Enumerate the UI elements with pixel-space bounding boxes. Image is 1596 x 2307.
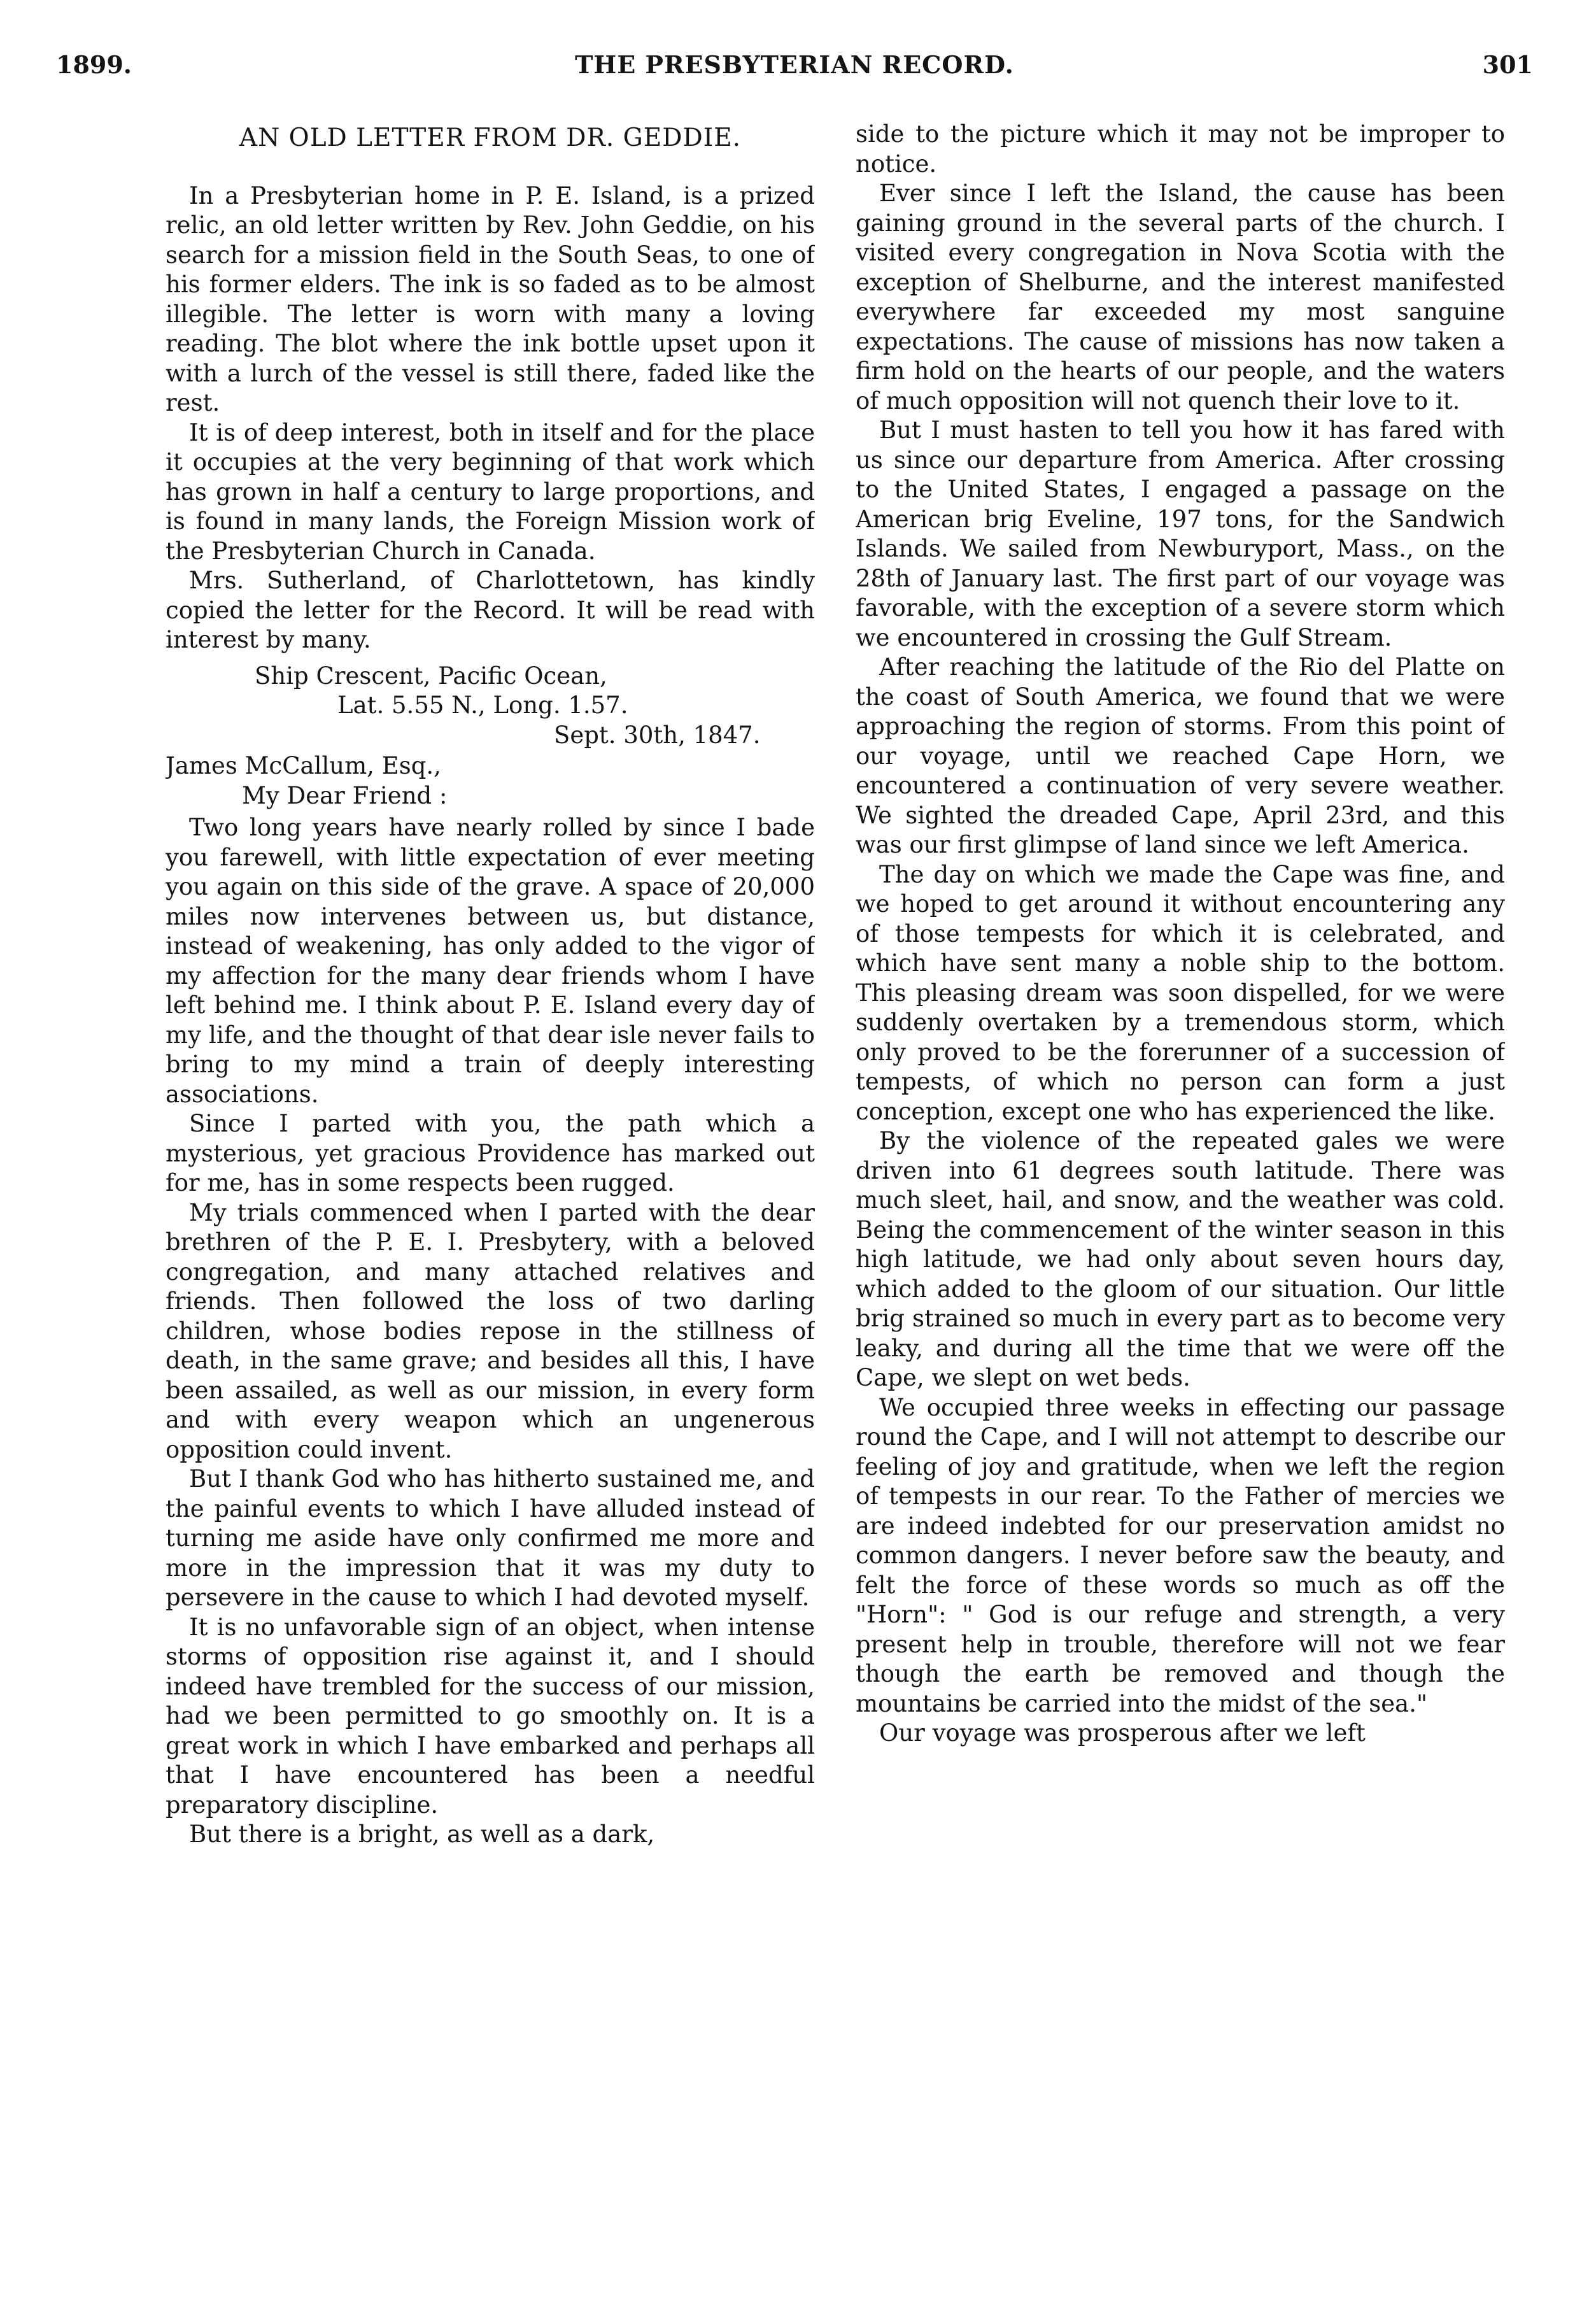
dateline-ship: Ship Crescent, Pacific Ocean, bbox=[255, 662, 607, 690]
dateline-date: Sept. 30th, 1847. bbox=[554, 721, 761, 749]
intro-paragraph: Mrs. Sutherland, of Charlottetown, has kindly copied the letter for the Record. It will be read with interest by many. bbox=[166, 567, 815, 653]
letter-paragraph: Two long years have nearly rolled by since I bade you farewell, with little expectation of ever meeting you again on this side of the grave. A space of 20,000 miles now intervenes between us, but distance, instead of weakening, has only added to the vigor of my affection for the many dear friends whom I have left behind me. I think about P. E. Island every day of my life, and the thought of that dear isle never fails to bring to my mind a train of deeply interesting associations. bbox=[166, 814, 815, 1108]
letter-salutation: My Dear Friend : bbox=[242, 781, 448, 809]
letter-paragraph: But there is a bright, as well as a dark, bbox=[189, 1821, 655, 1848]
letter-dateline bbox=[166, 662, 815, 751]
letter-paragraph: By the violence of the repeated gales we were driven into 61 degrees south latitude. There was much sleet, hail, and snow, and the weather was cold. Being the commencement of the winter season in this high latitude, we had only about seven hours day, which added to the gloom of our situation. Our little brig strained so much in every part as to become very leaky, and during all the time that we were off the Cape, we slept on wet beds. bbox=[856, 1127, 1505, 1391]
intro-paragraph: In a Presbyterian home in P. E. Island, is a prized relic, an old letter written by Rev. John Geddie, on his search for a mission field in the South Seas, to one of his former elders. The ink is so faded as to be almost illegible. The letter is worn with many a loving reading. The blot where the ink bottle upset upon it with a lurch of the vessel is still there, faded like the rest. bbox=[166, 181, 815, 416]
right-column bbox=[856, 120, 1505, 2253]
letter-paragraph: Ever since I left the Island, the cause has been gaining ground in the several parts of the church. I visited every congregation in Nova Scotia with the exception of Shelburne, and the interest manifested everywhere far exceeded my most sanguine expectations. The cause of missions has now taken a firm hold on the hearts of our people, and the waters of much opposition will not quench their love to it. bbox=[856, 180, 1505, 415]
letter-paragraph: We occupied three weeks in effecting our passage round the Cape, and I will not attempt to describe our feeling of joy and gratitude, when we left the region of tempests in our rear. To the Father of mercies we are indeed indebted for our preservation amidst no common dangers. I never before saw the beauty, and felt the force of these words so much as off the "Horn": " God is our refuge and strength, a very present help in trouble, therefore will not we fear though the earth be removed and though the mountains be carried into the midst of the sea." bbox=[856, 1393, 1505, 1717]
letter-addressee: James McCallum, Esq., bbox=[166, 752, 441, 779]
letter-paragraph: But I thank God who has hitherto sustained me, and the painful events to which I have alluded instead of turning me aside have only confirmed me more and more in the impression that it was my duty to persevere in the cause to which I had devoted myself. bbox=[166, 1465, 815, 1611]
left-column bbox=[166, 120, 815, 2253]
letter-paragraph: But I must hasten to tell you how it has fared with us since our departure from America. After crossing to the United States, I engaged a passage on the American brig Eveline, 197 tons, for the Sandwich Islands. We sailed from Newburyport, Mass., on the 28th of January last. The first part of our voyage was favorable, with the exception of a severe storm which we encountered in crossing the Gulf Stream. bbox=[856, 416, 1505, 651]
page-number: 301 bbox=[1482, 50, 1533, 79]
letter-paragraph: It is no unfavorable sign of an object, when intense storms of opposition rise against it, and I should indeed have trembled for the success of our mission, had we been permitted to go smoothly on. It is a great work in which I have embarked and perhaps all that I have encountered has been a needful preparatory discipline. bbox=[166, 1613, 815, 1819]
header-year: 1899. bbox=[56, 50, 132, 79]
running-header bbox=[56, 39, 1533, 90]
intro-paragraph: It is of deep interest, both in itself and for the place it occupies at the very beginning of that work which has grown in half a century to large proportions, and is found in many lands, the Foreign Mission work of the Presbyterian Church in Canada. bbox=[166, 418, 815, 565]
journal-title: THE PRESBYTERIAN RECORD. bbox=[575, 50, 1014, 79]
article-title: AN OLD LETTER FROM DR. GEDDIE. bbox=[239, 124, 742, 152]
letter-paragraph: After reaching the latitude of the Rio del Platte on the coast of South America, we found that we were approaching the region of storms. From this point of our voyage, until we reached Cape Horn, we encountered a continuation of very severe weather. We sighted the dreaded Cape, April 23rd, and this was our first glimpse of land since we left America. bbox=[856, 653, 1505, 858]
letter-paragraph: Our voyage was prosperous after we left bbox=[879, 1719, 1366, 1747]
letter-paragraph: Since I parted with you, the path which a mysterious, yet gracious Providence has marked out for me, has in some respects been rugged. bbox=[166, 1110, 815, 1196]
letter-paragraph-continued: side to the picture which it may not be improper to notice. bbox=[856, 120, 1505, 178]
letter-paragraph: My trials commenced when I parted with the dear brethren of the P. E. I. Presbytery, with a beloved congregation, and many attached relatives and friends. Then followed the loss of two darling children, whose bodies repose in the stillness of death, in the same grave; and besides all this, I have been assailed, as well as our mission, in every form and with every weapon which an ungenerous opposition could invent. bbox=[166, 1198, 815, 1463]
dateline-position: Lat. 5.55 N., Long. 1.57. bbox=[337, 692, 628, 719]
letter-paragraph: The day on which we made the Cape was fine, and we hoped to get around it without encountering any of those tempests for which it is celebrated, and which have sent many a noble ship to the bottom. This pleasing dream was soon dispelled, for we were suddenly overtaken by a tremendous storm, which only proved to be the forerunner of a succession of tempests, of which no person can form a just conception, except one who has experienced the like. bbox=[856, 860, 1505, 1125]
